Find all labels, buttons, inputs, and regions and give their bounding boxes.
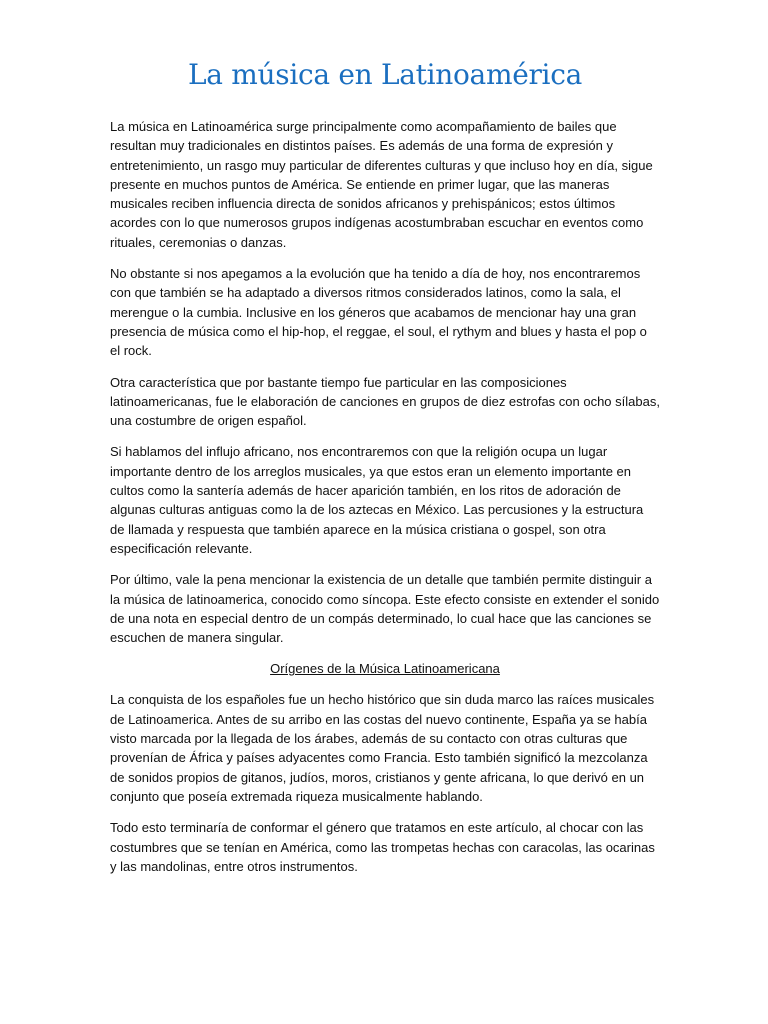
paragraph-intro-1: La música en Latinoamérica surge principalmente como acompañamiento de bailes que resultan muy tradicionales en distintos países. Es además de una forma de expresión y entretenimiento, un rasgo muy particular de diferentes culturas y que incluso hoy en día, sigue presente en muchos puntos de América. Se entiende en primer lugar, que las maneras musicales reciben influencia directa de sonidos africanos y prehispánicos; estos últimos acordes con lo que numerosos grupos indígenas acostumbraban escuchar en eventos como rituales, ceremonias o danzas. bbox=[110, 119, 653, 250]
section-heading: Orígenes de la Música Latinoamericana bbox=[270, 661, 500, 677]
paragraph-intro-5: Por último, vale la pena mencionar la existencia de un detalle que también permite distinguir a la música de latinoamerica, conocido como síncopa. Este efecto consiste en extender el sonido de una nota en especial dentro de un compás determinado, lo cual hace que las canciones se escuchen de manera singular. bbox=[110, 572, 660, 646]
paragraph-intro-4: Si hablamos del influjo africano, nos encontraremos con que la religión ocupa un lugar importante dentro de los arreglos musicales, ya que estos eran un elemento importante en cultos como la santería además de hacer aparición también, en los ritos de adoración de algunas culturas antiguas como la de los aztecas en México. Las percusiones y la estructura de llamada y respuesta que también aparece en la música cristiana o gospel, son otra especificación relevante. bbox=[110, 444, 644, 556]
paragraph-intro-2: No obstante si nos apegamos a la evolución que ha tenido a día de hoy, nos encontraremos con que también se ha adaptado a diversos ritmos considerados latinos, como la sala, el merengue o la cumbia. Inclusive en los géneros que acabamos de mencionar hay una gran presencia de música como el hip-hop, el reggae, el soul, el rythym and blues y hasta el pop o el rock. bbox=[110, 266, 647, 359]
paragraph-section-2: Todo esto terminaría de conformar el género que tratamos en este artículo, al chocar con las costumbres que se tenían en América, como las trompetas hechas con caracolas, las ocarinas y las mandolinas, entre otros instrumentos. bbox=[110, 820, 655, 874]
paragraph-intro-3: Otra característica que por bastante tiempo fue particular en las composiciones latinoamericanas, fue le elaboración de canciones en grupos de diez estrofas con ocho sílabas, una costumbre de origen español. bbox=[110, 374, 660, 429]
paragraph-section-1: La conquista de los españoles fue un hecho histórico que sin duda marco las raíces musicales de Latinoamerica. Antes de su arribo en las costas del nuevo continente, España ya se había visto marcada por la llegada de los árabes, además de su contacto con otras culturas que provenían de África y países adyacentes como Francia. Esto también significó la mezcolanza de sonidos propios de gitanos, judíos, moros, cristianos y gente africana, lo que derivó en un conjunto que poseía extremada riqueza musicalmente hablando. bbox=[110, 692, 655, 804]
page-title: La música en Latinoamérica bbox=[188, 58, 582, 91]
document-page bbox=[110, 55, 660, 888]
